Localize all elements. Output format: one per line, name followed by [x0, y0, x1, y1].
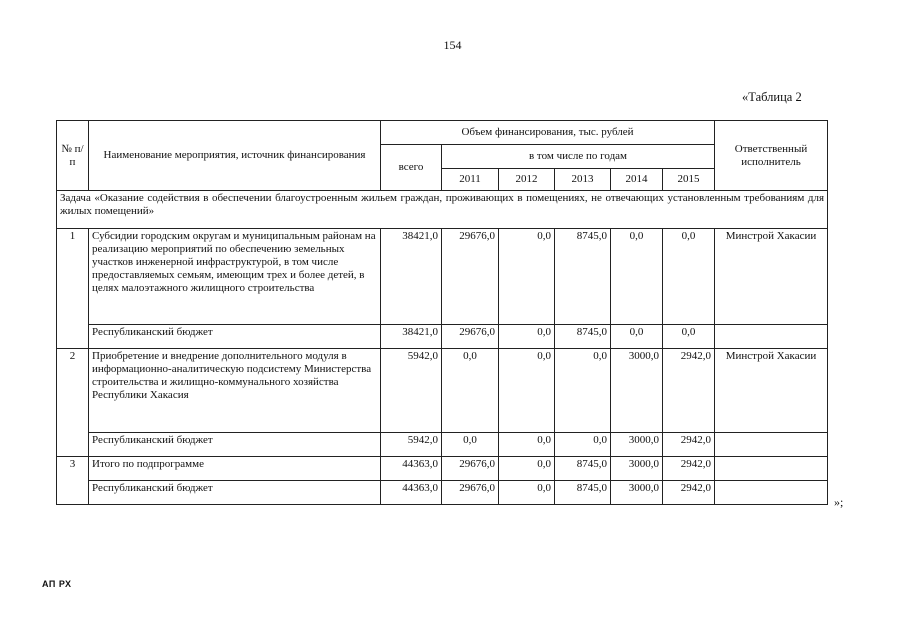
row-2-2015: 2942,0	[663, 349, 715, 433]
row-3-sub-name: Республиканский бюджет	[89, 481, 381, 505]
row-2-sub-responsible	[715, 433, 828, 457]
row-3-2011: 29676,0	[442, 457, 499, 481]
row-1-sub-responsible	[715, 325, 828, 349]
row-3-sub-2013: 8745,0	[555, 481, 611, 505]
row-1-sub-2014: 0,0	[611, 325, 663, 349]
row-1-num: 1	[57, 229, 89, 349]
row-2-2012: 0,0	[499, 349, 555, 433]
financing-table	[56, 120, 828, 505]
row-1-sub-2013: 8745,0	[555, 325, 611, 349]
row-2-sub-total: 5942,0	[381, 433, 442, 457]
row-2-total: 5942,0	[381, 349, 442, 433]
row-3-sub-responsible	[715, 481, 828, 505]
row-2-sub-2015: 2942,0	[663, 433, 715, 457]
row-1-2015: 0,0	[663, 229, 715, 325]
row-2-2014: 3000,0	[611, 349, 663, 433]
row-2-responsible: Минстрой Хакасии	[715, 349, 828, 433]
page-number: 154	[443, 38, 462, 52]
header-total: всего	[381, 145, 442, 191]
row-2-2013: 0,0	[555, 349, 611, 433]
header-name: Наименование мероприятия, источник финансирования	[89, 121, 381, 191]
row-2-2011: 0,0	[442, 349, 499, 433]
row-3-sub-2012: 0,0	[499, 481, 555, 505]
row-1-2011: 29676,0	[442, 229, 499, 325]
row-1-name: Субсидии городским округам и муниципальным районам на реализацию мероприятий по обеспечению земельных участков инженерной инфраструктурой, в том числе предоставляемых семьям, имеющим трех и более детей, в целях малоэтажного жилищного строительства	[89, 229, 381, 325]
row-3-2012: 0,0	[499, 457, 555, 481]
header-volume: Объем финансирования, тыс. рублей	[381, 121, 715, 145]
row-3-2015: 2942,0	[663, 457, 715, 481]
table-caption: «Таблица 2	[742, 90, 802, 104]
header-year-2011: 2011	[442, 169, 499, 191]
row-3-sub-2011: 29676,0	[442, 481, 499, 505]
header-num: № п/п	[57, 121, 89, 191]
header-by-years: в том числе по годам	[442, 145, 715, 169]
row-1-sub-total: 38421,0	[381, 325, 442, 349]
row-3-sub-total: 44363,0	[381, 481, 442, 505]
row-1-sub-2015: 0,0	[663, 325, 715, 349]
row-1-responsible: Минстрой Хакасии	[715, 229, 828, 325]
task-row: Задача «Оказание содействия в обеспечении благоустроенным жильем граждан, проживающих в помещениях, не отвечающих установленным требованиям для жилых помещений»	[57, 191, 828, 229]
closing-quote-mark: »;	[834, 495, 844, 509]
row-2-sub-2012: 0,0	[499, 433, 555, 457]
row-2-name: Приобретение и внедрение дополнительного модуля в информационно-аналитическую подсистему Министерства строительства и жилищно-коммунального хозяйства Республики Хакасия	[89, 349, 381, 433]
row-1-sub-2012: 0,0	[499, 325, 555, 349]
header-responsible: Ответственный исполнитель	[715, 121, 828, 191]
row-3-2013: 8745,0	[555, 457, 611, 481]
row-3-responsible	[715, 457, 828, 481]
row-1-2014: 0,0	[611, 229, 663, 325]
row-1-sub-name: Республиканский бюджет	[89, 325, 381, 349]
row-1-2013: 8745,0	[555, 229, 611, 325]
row-3-name: Итого по подпрограмме	[89, 457, 381, 481]
row-3-2014: 3000,0	[611, 457, 663, 481]
row-3-num: 3	[57, 457, 89, 505]
row-3-total: 44363,0	[381, 457, 442, 481]
row-2-sub-name: Республиканский бюджет	[89, 433, 381, 457]
header-year-2014: 2014	[611, 169, 663, 191]
row-1-total: 38421,0	[381, 229, 442, 325]
header-year-2013: 2013	[555, 169, 611, 191]
row-2-sub-2013: 0,0	[555, 433, 611, 457]
footer-stamp: АП РХ	[42, 579, 72, 589]
row-2-sub-2011: 0,0	[442, 433, 499, 457]
row-2-sub-2014: 3000,0	[611, 433, 663, 457]
header-year-2012: 2012	[499, 169, 555, 191]
row-1-sub-2011: 29676,0	[442, 325, 499, 349]
header-year-2015: 2015	[663, 169, 715, 191]
row-3-sub-2014: 3000,0	[611, 481, 663, 505]
row-2-num: 2	[57, 349, 89, 457]
row-3-sub-2015: 2942,0	[663, 481, 715, 505]
row-1-2012: 0,0	[499, 229, 555, 325]
